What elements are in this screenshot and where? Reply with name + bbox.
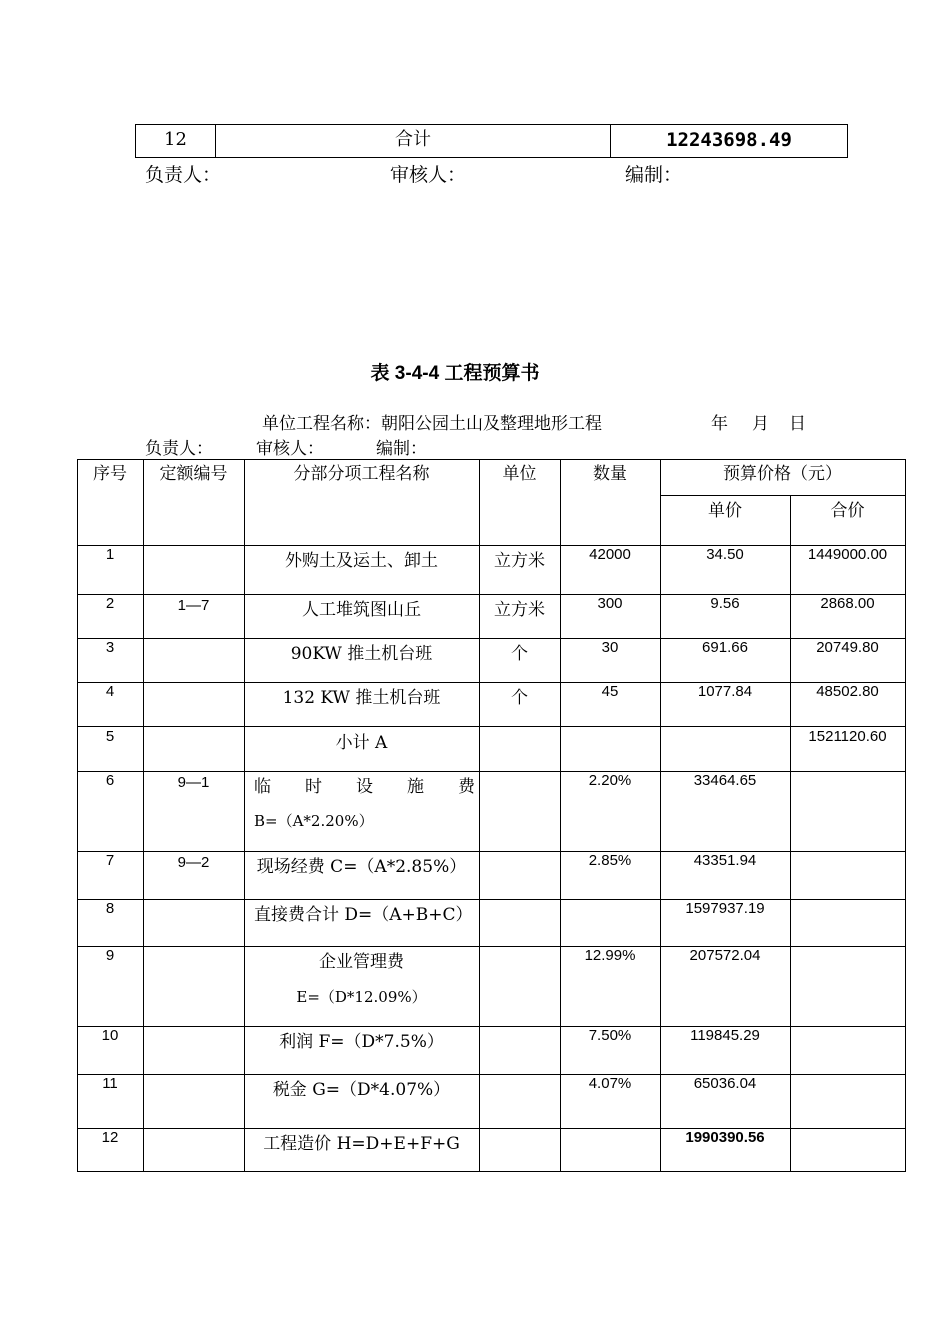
row-unit-price: 43351.94	[693, 852, 757, 869]
row-no: 9	[105, 947, 115, 964]
header-quota: 定额编号	[159, 464, 228, 484]
row-no: 2	[105, 595, 115, 612]
header-budget-price: 预算价格（元）	[723, 464, 842, 484]
row-quantity: 30	[601, 639, 619, 656]
row-total: 20749.80	[816, 639, 879, 656]
row-quantity: 300	[597, 595, 623, 612]
date-year-label: 年	[711, 414, 728, 434]
top-reviewer-label: 审核人：	[390, 164, 467, 186]
row-unit-price: 34.50	[706, 546, 744, 563]
row-name: 现场经费 C=（A*2.85%）	[256, 857, 467, 877]
header-unit-price: 单价	[708, 501, 742, 521]
row-name: 税金 G=（D*4.07%）	[272, 1080, 451, 1100]
row-unit-price: 33464.65	[693, 772, 757, 789]
row-total: 2868.00	[820, 595, 875, 612]
row-name: 直接费合计 D=（A+B+C）	[254, 905, 473, 925]
summary-row-name: 合计	[216, 125, 611, 157]
row-no: 5	[105, 728, 115, 745]
row-unit-price: 1990390.56	[685, 1129, 765, 1146]
row-quantity: 2.20%	[588, 772, 632, 789]
header-no: 序号	[93, 464, 127, 484]
row-no: 10	[101, 1027, 119, 1044]
row-unit-price: 65036.04	[693, 1075, 757, 1092]
row-name: 利润 F=（D*7.5%）	[279, 1032, 444, 1052]
row-no: 3	[105, 639, 115, 656]
compiler-label: 编制：	[376, 439, 427, 459]
row-name: 小计 A	[335, 733, 388, 753]
row-quota: 9—2	[177, 854, 210, 871]
row-quota: 9—1	[177, 774, 210, 791]
row-name-line1: 临 时 设 施 费	[254, 777, 475, 797]
reviewer-label: 审核人：	[256, 439, 324, 459]
row-no: 8	[105, 900, 115, 917]
row-unit-price: 1077.84	[697, 683, 753, 700]
row-unit-price: 9.56	[710, 595, 740, 612]
row-name-line2: B=（A*2.20%）	[254, 812, 374, 830]
date-month-label: 月	[752, 414, 769, 434]
row-quantity: 45	[601, 683, 619, 700]
row-name-line2: E=（D*12.09%）	[296, 988, 427, 1006]
project-name: 单位工程名称：朝阳公园土山及整理地形工程	[262, 414, 602, 434]
row-unit-price: 691.66	[702, 639, 748, 656]
row-quantity: 12.99%	[584, 947, 636, 964]
row-unit-price: 207572.04	[689, 947, 761, 964]
row-quantity: 42000	[589, 546, 631, 563]
top-responsible-label: 负责人：	[145, 164, 222, 186]
row-total: 48502.80	[816, 683, 879, 700]
row-name: 132 KW 推土机台班	[282, 688, 441, 708]
row-quota: 1—7	[177, 597, 210, 614]
row-no: 12	[101, 1129, 119, 1146]
summary-row-amount: 12243698.49	[666, 129, 792, 151]
row-no: 11	[102, 1075, 118, 1092]
row-unit-price: 1597937.19	[685, 900, 765, 917]
row-name: 90KW 推土机台班	[290, 644, 433, 664]
row-quantity: 7.50%	[588, 1027, 632, 1044]
row-no: 7	[105, 852, 115, 869]
header-unit: 单位	[502, 464, 537, 484]
page-title: 表 3-4-4 工程预算书	[370, 363, 540, 384]
row-name: 工程造价 H=D+E+F+G	[263, 1134, 460, 1154]
row-no: 4	[105, 683, 115, 700]
row-unit: 立方米	[494, 551, 545, 571]
row-unit: 个	[511, 688, 528, 708]
row-name: 人工堆筑图山丘	[302, 600, 421, 620]
row-name-line1: 企业管理费	[319, 952, 404, 972]
row-no: 1	[105, 546, 115, 563]
header-total-price: 合价	[830, 501, 865, 521]
row-unit: 个	[511, 644, 528, 664]
summary-row-number: 12	[136, 125, 216, 157]
responsible-label: 负责人：	[145, 439, 213, 459]
header-item-name: 分部分项工程名称	[293, 464, 430, 484]
top-compiler-label: 编制：	[625, 164, 683, 186]
row-quantity: 2.85%	[588, 852, 632, 869]
row-name: 外购土及运土、卸土	[285, 551, 438, 571]
row-no: 6	[105, 772, 115, 789]
row-total: 1521120.60	[808, 728, 887, 745]
row-total: 1449000.00	[807, 546, 888, 563]
header-quantity: 数量	[593, 464, 627, 484]
row-quantity: 4.07%	[588, 1075, 632, 1092]
date-day-label: 日	[789, 414, 806, 434]
row-unit-price: 119845.29	[690, 1027, 760, 1044]
row-unit: 立方米	[494, 600, 545, 620]
